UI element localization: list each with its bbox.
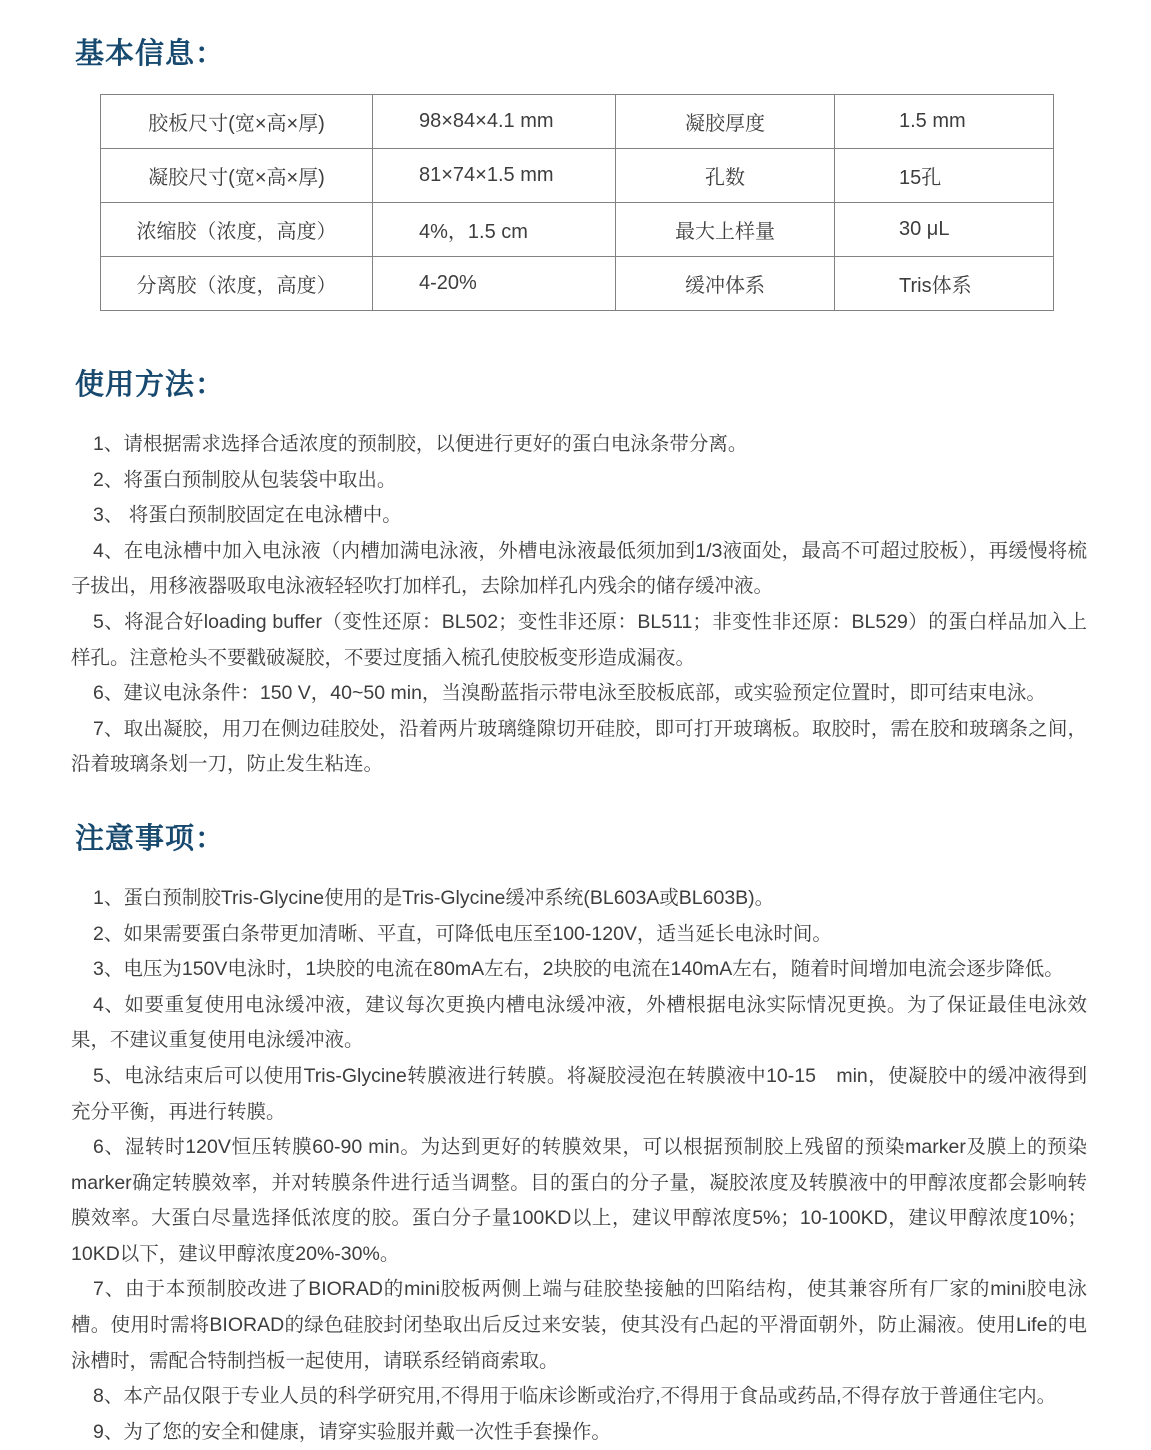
list-item: 4、在电泳槽中加入电泳液（内槽加满电泳液，外槽电泳液最低须加到1/3液面处，最高不可超过胶板），再缓慢将梳子拔出，用移液器吸取电泳液轻轻吹打加样孔，去除加样孔内残余的储存缓冲液。 xyxy=(71,539,1087,598)
spec-value: 15孔 xyxy=(835,149,1054,203)
list-item: 7、取出凝胶，用刀在侧边硅胶处，沿着两片玻璃缝隙切开硅胶，即可打开玻璃板。取胶时，需在胶和玻璃条之间，沿着玻璃条划一刀，防止发生粘连。 xyxy=(71,717,1087,776)
list-item: 5、电泳结束后可以使用Tris-Glycine转膜液进行转膜。将凝胶浸泡在转膜液中10-15 min，使凝胶中的缓冲液得到充分平衡，再进行转膜。 xyxy=(71,1064,1087,1123)
spec-label: 孔数 xyxy=(616,149,835,203)
spec-label: 浓缩胶（浓度，高度） xyxy=(101,203,373,257)
table-row xyxy=(101,203,1054,257)
list-item: 7、由于本预制胶改进了BIORAD的mini胶板两侧上端与硅胶垫接触的凹陷结构，使其兼容所有厂家的mini胶电泳槽。使用时需将BIORAD的绿色硅胶封闭垫取出后反过来安装，使其没有凸起的平滑面朝外，防止漏液。使用Life的电泳槽时，需配合特制挡板一起使用，请联系经销商索取。 xyxy=(71,1278,1087,1372)
table-row xyxy=(101,149,1054,203)
list-item: 8、本产品仅限于专业人员的科学研究用,不得用于临床诊断或治疗,不得用于食品或药品,不得存放于普通住宅内。 xyxy=(93,1385,1057,1408)
spec-label: 凝胶厚度 xyxy=(616,95,835,149)
basic-info-heading: 基本信息： xyxy=(75,38,226,70)
spec-label: 最大上样量 xyxy=(616,203,835,257)
table-row xyxy=(101,95,1054,149)
list-item: 6、湿转时120V恒压转膜60-90 min。为达到更好的转膜效果，可以根据预制胶上残留的预染marker及膜上的预染marker确定转膜效率，并对转膜条件进行适当调整。目的蛋白的分子量，凝胶浓度及转膜液中的甲醇浓度都会影响转膜效率。大蛋白尽量选择低浓度的胶。蛋白分子量100KD以上，建议甲醇浓度5%；10-100KD，建议甲醇浓度10%；10KD以下，建议甲醇浓度20%-30%。 xyxy=(71,1136,1087,1265)
list-item: 3、电压为150V电泳时，1块胶的电流在80mA左右，2块胶的电流在140mA左右，随着时间增加电流会逐步降低。 xyxy=(93,958,1064,981)
notes-list xyxy=(71,881,1087,1450)
spec-value: 4%，1.5 cm xyxy=(373,203,616,257)
list-item: 9、为了您的安全和健康，请穿实验服并戴一次性手套操作。 xyxy=(93,1420,611,1443)
spec-label: 缓冲体系 xyxy=(616,257,835,311)
usage-list xyxy=(71,427,1087,783)
list-item: 2、如果需要蛋白条带更加清晰、平直，可降低电压至100-120V，适当延长电泳时间。 xyxy=(93,922,832,945)
notes-heading: 注意事项： xyxy=(75,822,226,855)
usage-heading: 使用方法： xyxy=(75,369,226,401)
spec-table xyxy=(100,94,1054,311)
list-item: 1、请根据需求选择合适浓度的预制胶，以便进行更好的蛋白电泳条带分离。 xyxy=(93,433,748,455)
spec-label: 分离胶（浓度，高度） xyxy=(101,257,373,311)
spec-value: Tris体系 xyxy=(835,257,1054,311)
spec-value: 81×74×1.5 mm xyxy=(373,149,616,203)
spec-label: 凝胶尺寸(宽×高×厚) xyxy=(101,149,373,203)
spec-label: 胶板尺寸(宽×高×厚) xyxy=(101,95,373,149)
list-item: 5、将混合好loading buffer（变性还原：BL502；变性非还原：BL511；非变性非还原：BL529）的蛋白样品加入上样孔。注意枪头不要戳破凝胶，不要过度插入梳孔使胶板变形造成漏夜。 xyxy=(71,610,1087,669)
list-item: 4、如要重复使用电泳缓冲液，建议每次更换内槽电泳缓冲液，外槽根据电泳实际情况更换。为了保证最佳电泳效果，不建议重复使用电泳缓冲液。 xyxy=(71,993,1087,1052)
list-item: 6、建议电泳条件：150 V，40~50 min，当溴酚蓝指示带电泳至胶板底部，或实验预定位置时，即可结束电泳。 xyxy=(93,682,1046,705)
spec-value: 30 μL xyxy=(835,203,1054,257)
spec-value: 4-20% xyxy=(373,257,616,311)
spec-value: 98×84×4.1 mm xyxy=(373,95,616,149)
table-row xyxy=(101,257,1054,311)
list-item: 1、蛋白预制胶Tris-Glycine使用的是Tris-Glycine缓冲系统(BL603A或BL603B)。 xyxy=(93,886,775,909)
list-item: 2、将蛋白预制胶从包装袋中取出。 xyxy=(93,468,397,491)
spec-value: 1.5 mm xyxy=(835,95,1054,149)
list-item: 3、 将蛋白预制胶固定在电泳槽中。 xyxy=(93,504,402,527)
